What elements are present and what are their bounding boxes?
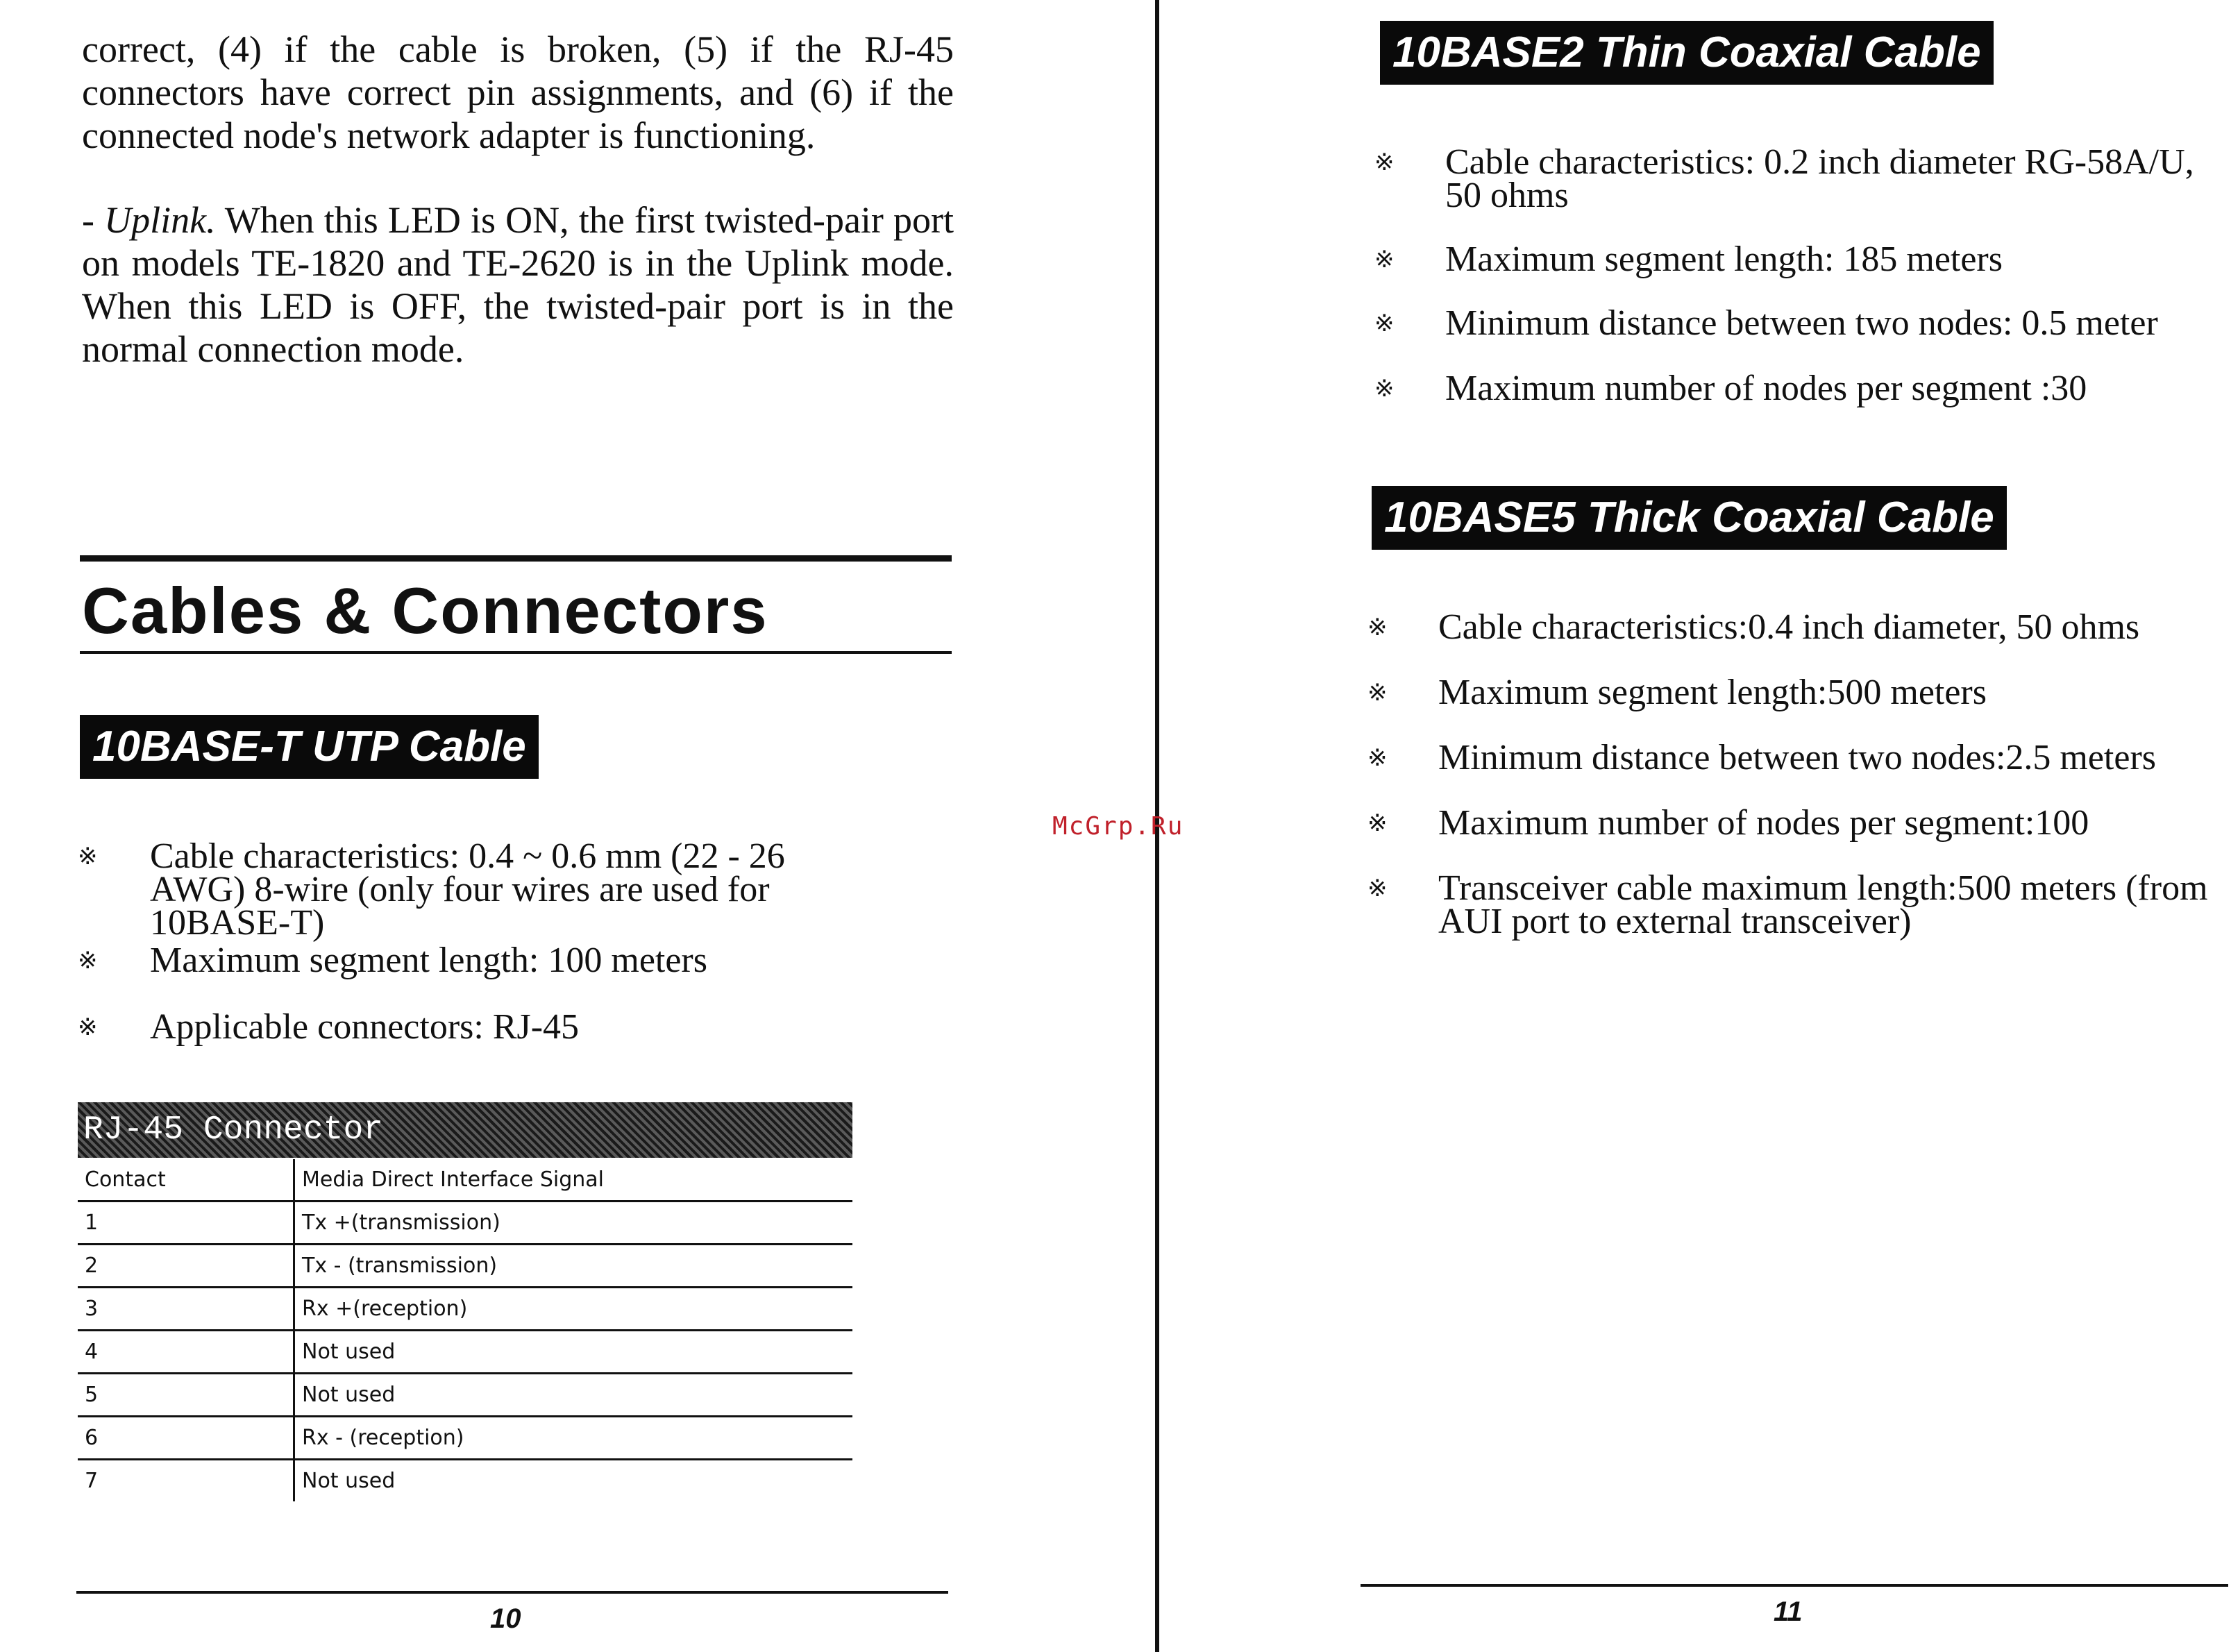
- column-header: Contact: [78, 1159, 294, 1202]
- bullet-icon: ※: [1367, 744, 1388, 772]
- thin-coax-item-text: Maximum number of nodes per segment :30: [1445, 369, 2087, 408]
- table-cell: 2: [78, 1245, 294, 1288]
- utp-item: [78, 836, 876, 944]
- uplink-lead: - Uplink.: [82, 199, 216, 241]
- thick-coax-item-text: Maximum segment length:500 meters: [1438, 673, 1987, 712]
- table-cell: 5: [78, 1374, 294, 1417]
- table-cell: Not used: [294, 1374, 853, 1417]
- utp-heading: 10BASE-T UTP Cable: [80, 715, 539, 779]
- table-row: [78, 1417, 852, 1460]
- utp-item: [78, 941, 876, 1011]
- uplink-paragraph: [82, 199, 954, 371]
- right-page: [1159, 0, 2231, 1652]
- section-bottom-rule: [80, 651, 952, 654]
- table-cell: Not used: [294, 1331, 853, 1374]
- thick-coax-item-text: Transceiver cable maximum length:500 meters (from AUI port to external transceiver): [1438, 868, 2208, 941]
- footer-rule: [76, 1591, 948, 1594]
- thin-coax-item: [1374, 369, 2228, 428]
- thick-coax-item: [1367, 607, 2228, 676]
- table-cell: Tx +(transmission): [294, 1202, 853, 1245]
- bullet-icon: ※: [1367, 614, 1388, 641]
- table-cell: 1: [78, 1202, 294, 1245]
- section-top-rule: [80, 555, 952, 562]
- thick-coax-item-text: Cable characteristics:0.4 inch diameter, 50 ohms: [1438, 607, 2140, 647]
- thick-coax-item: [1367, 738, 2228, 807]
- thin-coax-heading: 10BASE2 Thin Coaxial Cable: [1380, 21, 1994, 85]
- bullet-icon: ※: [1374, 149, 1395, 176]
- table-cell: 7: [78, 1460, 294, 1502]
- bullet-icon: ※: [78, 947, 98, 975]
- table-row: [78, 1202, 852, 1245]
- thin-coax-item: [1374, 142, 2228, 243]
- thick-coax-list: [1367, 607, 2228, 948]
- bullet-icon: ※: [1374, 375, 1395, 403]
- table-cell: Tx - (transmission): [294, 1245, 853, 1288]
- table-row: [78, 1374, 852, 1417]
- table-cell: Rx - (reception): [294, 1417, 853, 1460]
- intro-paragraph: correct, (4) if the cable is broken, (5) if the RJ-45 connectors have correct pin assignments, and (6) if the connected node's network adapter is functioning.: [82, 28, 954, 156]
- utp-item-text: Applicable connectors: RJ-45: [150, 1007, 580, 1047]
- thick-coax-item-text: Minimum distance between two nodes:2.5 meters: [1438, 738, 2157, 777]
- bullet-icon: ※: [1374, 310, 1395, 337]
- thin-coax-item-text: Minimum distance between two nodes: 0.5 meter: [1445, 303, 2158, 343]
- thin-coax-item-text: Maximum segment length: 185 meters: [1445, 239, 2003, 279]
- thin-coax-item: [1374, 239, 2228, 307]
- thick-coax-item: [1367, 868, 2228, 948]
- thick-coax-item-text: Maximum number of nodes per segment:100: [1438, 803, 2089, 843]
- bullet-icon: ※: [78, 1013, 98, 1041]
- watermark: McGrp.Ru: [1052, 812, 1184, 841]
- table-cell: Rx +(reception): [294, 1288, 853, 1331]
- page-number: 11: [1774, 1596, 1803, 1627]
- footer-rule: [1361, 1584, 2228, 1587]
- table-row: [78, 1460, 852, 1502]
- rj45-table: [78, 1159, 852, 1501]
- section-title: Cables & Connectors: [82, 574, 768, 647]
- utp-item: [78, 1007, 876, 1066]
- bullet-icon: ※: [1367, 809, 1388, 837]
- bullet-icon: ※: [78, 843, 98, 870]
- table-cell: 6: [78, 1417, 294, 1460]
- uplink-text: When this LED is ON, the first twisted-pair port on models TE-1820 and TE-2620 is in the Uplink mode. When this LED is OFF, the twisted-pair port is in the normal connection mode.: [82, 199, 954, 370]
- thin-coax-list: [1374, 142, 2228, 428]
- table-cell: Not used: [302, 1469, 396, 1493]
- thin-coax-item: [1374, 303, 2228, 372]
- table-header-row: [78, 1159, 852, 1202]
- table-row: [78, 1288, 852, 1331]
- page-number: 10: [490, 1603, 521, 1634]
- thick-coax-item: [1367, 803, 2228, 872]
- utp-item-text: Maximum segment length: 100 meters: [150, 941, 707, 980]
- bullet-icon: ※: [1367, 875, 1388, 902]
- table-row: [78, 1245, 852, 1288]
- thin-coax-item-text: Cable characteristics: 0.2 inch diameter RG-58A/U, 50 ohms: [1445, 142, 2194, 215]
- thick-coax-item: [1367, 673, 2228, 741]
- table-cell: 4: [78, 1331, 294, 1374]
- table-row: [78, 1331, 852, 1374]
- thick-coax-heading: 10BASE5 Thick Coaxial Cable: [1372, 486, 2007, 550]
- column-header: Media Direct Interface Signal: [294, 1159, 853, 1202]
- bullet-icon: ※: [1367, 679, 1388, 707]
- utp-list: [78, 836, 876, 1066]
- bullet-icon: ※: [1374, 246, 1395, 273]
- rj45-table-title: RJ-45 Connector: [78, 1102, 852, 1158]
- table-cell: 3: [78, 1288, 294, 1331]
- utp-item-text: Cable characteristics: 0.4 ~ 0.6 mm (22 - 26 AWG) 8-wire (only four wires are used for 10BASE-T): [150, 836, 785, 943]
